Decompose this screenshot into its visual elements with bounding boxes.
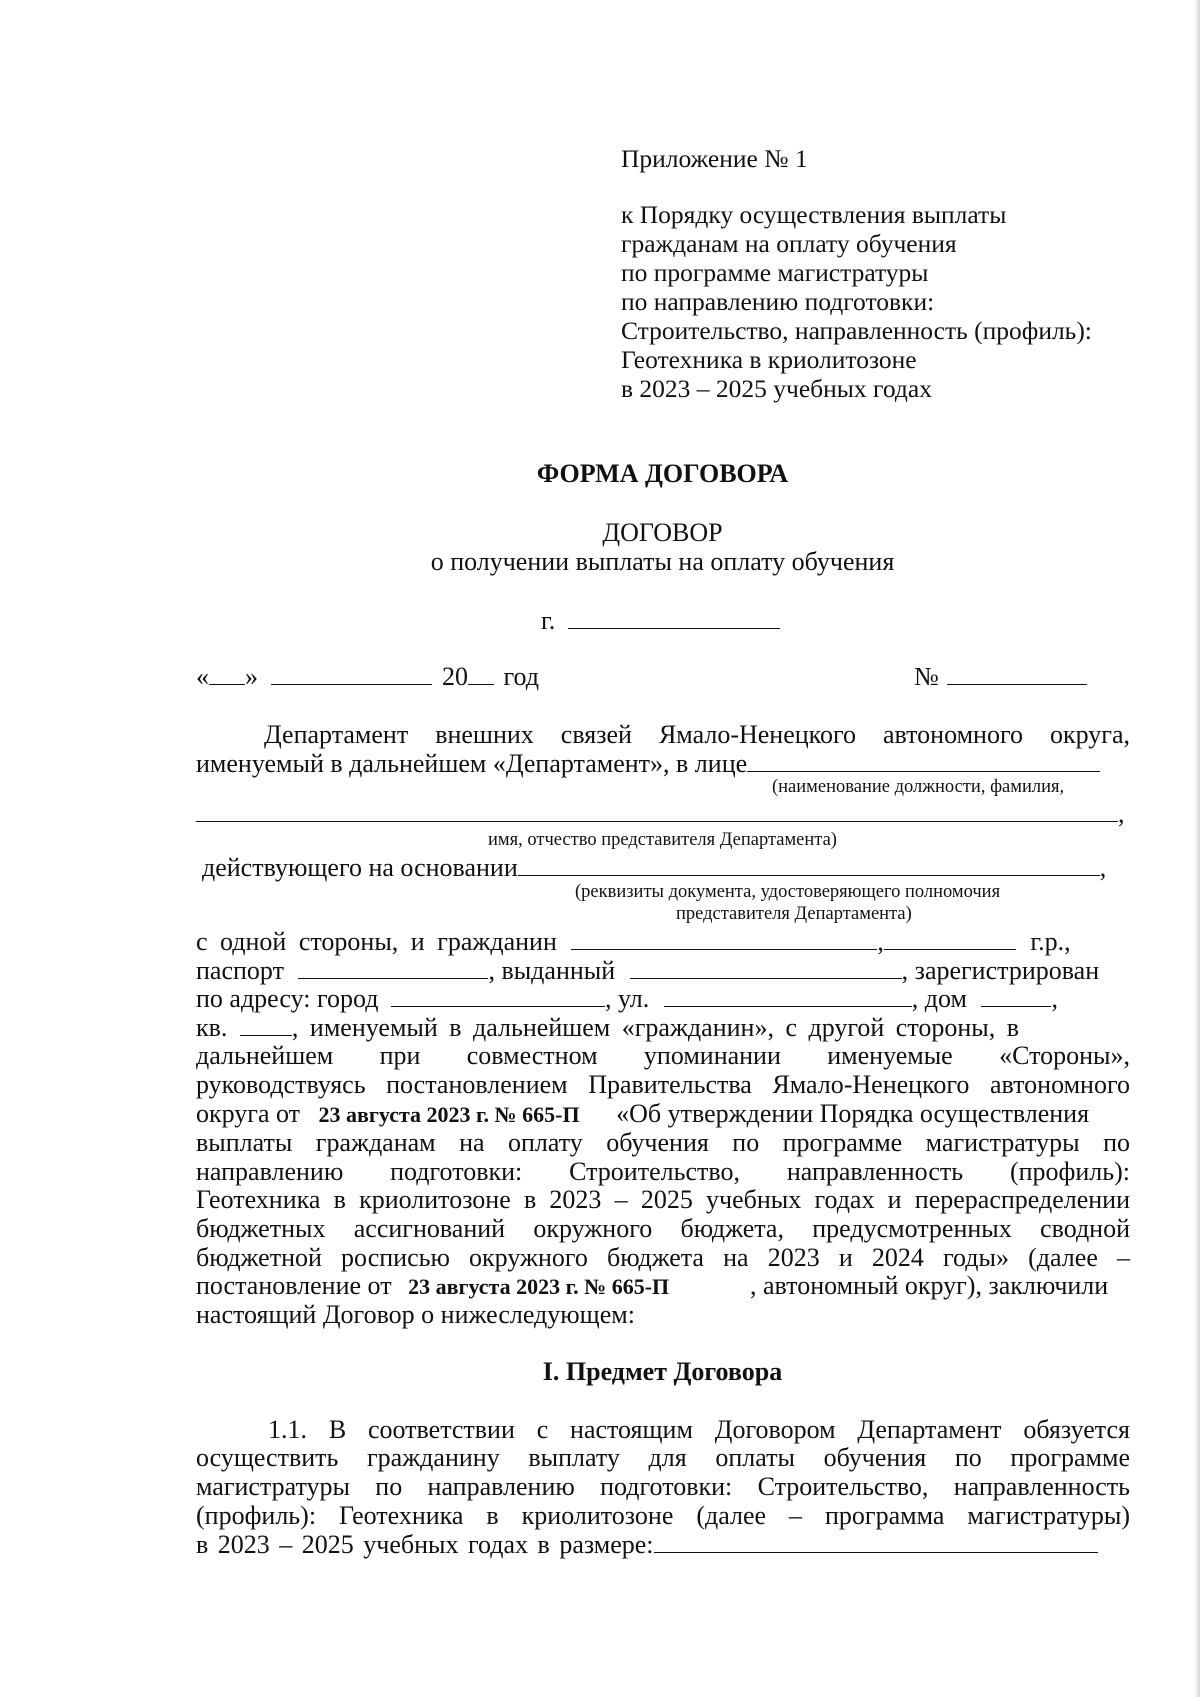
section-1-title: I. Предмет Договора [542, 1357, 783, 1386]
apartment-line: кв. , именуемый в дальнейшем «гражданин», с другой стороны, в [196, 1013, 1020, 1042]
date-open-quote: « [196, 662, 209, 691]
hint-representative-name: имя, отчество представителя Департамента) [488, 830, 837, 850]
preamble-line: дальнейшем при совместном упоминании именуемые «Стороны», [196, 1041, 1130, 1070]
representative-position-blank[interactable] [747, 751, 1100, 772]
appendix-line: к Порядку осуществления выплаты [621, 200, 1007, 229]
address-street-blank[interactable] [664, 986, 912, 1007]
city-line [541, 606, 780, 635]
preamble-line: направлению подготовки: Строительство, направленность (профиль): [196, 1157, 1130, 1186]
preamble-line: действующего на основании , [202, 853, 1107, 882]
preamble-line: округа от 23 августа 2023 г. № 665-П «Об утверждении Порядка осуществления [196, 1099, 1090, 1128]
appendix-line: по направлению подготовки: [621, 287, 935, 316]
preamble-line: бюджетной росписью окружного бюджета на 2023 и 2024 годы» (далее – [196, 1243, 1130, 1272]
citizen-name-blank[interactable] [571, 929, 877, 950]
hint-authority-document: (реквизиты документа, удостоверяющего полномочия [575, 882, 1001, 902]
issued-by-blank[interactable] [630, 958, 902, 979]
preamble-line: Департамент внешних связей Ямало-Ненецкого автономного округа, [264, 720, 1130, 749]
hint-representative: (наименование должности, фамилия, [772, 777, 1065, 797]
appendix-line: в 2023 – 2025 учебных годах [621, 374, 932, 403]
preamble-line: постановление от 23 августа 2023 г. № 665-П [196, 1271, 670, 1300]
number-label: № [914, 662, 939, 691]
appendix-number: Приложение № 1 [621, 144, 808, 173]
appendix-line: Строительство, направленность (профиль): [621, 316, 1092, 345]
preamble-line: , автономный округ), заключили [750, 1271, 1109, 1300]
contract-title: ДОГОВОР [602, 518, 723, 547]
preamble-line: , [196, 799, 1125, 828]
preamble-line: выплаты гражданам на оплату обучения по программе магистратуры по [196, 1128, 1130, 1157]
passport-line: паспорт , выданный , зарегистрирован [196, 956, 1100, 985]
appendix-header [621, 144, 1092, 403]
year-prefix: 20 [442, 662, 468, 691]
resolution-reference: 23 августа 2023 г. № 665-П [318, 1102, 580, 1127]
address-house-blank[interactable] [981, 986, 1051, 1007]
date-line [196, 662, 539, 691]
appendix-line: Геотехника в криолитозоне [621, 345, 917, 374]
contract-subtitle: о получении выплаты на оплату обучения [430, 547, 895, 576]
date-close-quote: » [245, 662, 258, 691]
month-blank[interactable] [271, 664, 432, 685]
payment-amount-blank[interactable] [654, 1532, 1098, 1553]
contract-number-blank[interactable] [947, 664, 1087, 685]
hint-authority-document: представителя Департамента) [676, 904, 912, 924]
passport-blank[interactable] [298, 958, 488, 979]
form-title: ФОРМА ДОГОВОРА [536, 459, 789, 488]
preamble-line: именуемый в дальнейшем «Департамент», в лице [196, 749, 1100, 778]
preamble-line: бюджетных ассигнований окружного бюджета, предусмотренных сводной [196, 1214, 1130, 1243]
preamble-line: Геотехника в криолитозоне в 2023 – 2025 учебных годах и перераспределении [196, 1185, 1130, 1214]
section-1-line: в 2023 – 2025 учебных годах в размере: [196, 1530, 1098, 1559]
preamble-line: руководствуясь постановлением Правительства Ямало-Ненецкого автономного [196, 1070, 1130, 1099]
address-city-blank[interactable] [391, 986, 605, 1007]
resolution-reference: 23 августа 2023 г. № 665-П [408, 1274, 670, 1299]
appendix-line: по программе магистратуры [621, 258, 929, 287]
representative-name-blank[interactable] [196, 801, 1118, 822]
section-1-line: (профиль): Геотехника в криолитозоне (далее – программа магистратуры) [196, 1501, 1130, 1530]
section-1-line: 1.1. В соответствии с настоящим Договором Департамент обязуется [268, 1415, 1130, 1444]
contract-number-line [914, 662, 1087, 691]
city-blank[interactable] [568, 608, 780, 629]
city-label: г. [541, 606, 556, 635]
year-blank[interactable] [468, 664, 494, 685]
birth-year-blank[interactable] [884, 929, 1016, 950]
preamble-line: настоящий Договор о нижеследующем: [196, 1300, 635, 1329]
year-suffix: год [503, 662, 539, 691]
section-1-line: осуществить гражданину выплату для оплаты обучения по программе [196, 1443, 1130, 1472]
appendix-line: гражданам на оплату обучения [621, 229, 957, 258]
section-1-line: магистратуры по направлению подготовки: Строительство, направленность [196, 1472, 1130, 1501]
citizen-line: с одной стороны, и гражданин , г.р., [196, 927, 1071, 956]
apartment-blank[interactable] [240, 1015, 292, 1036]
day-blank[interactable] [209, 664, 245, 685]
authority-document-blank[interactable] [518, 855, 1100, 876]
address-line: по адресу: город , ул. , дом , [196, 984, 1058, 1013]
